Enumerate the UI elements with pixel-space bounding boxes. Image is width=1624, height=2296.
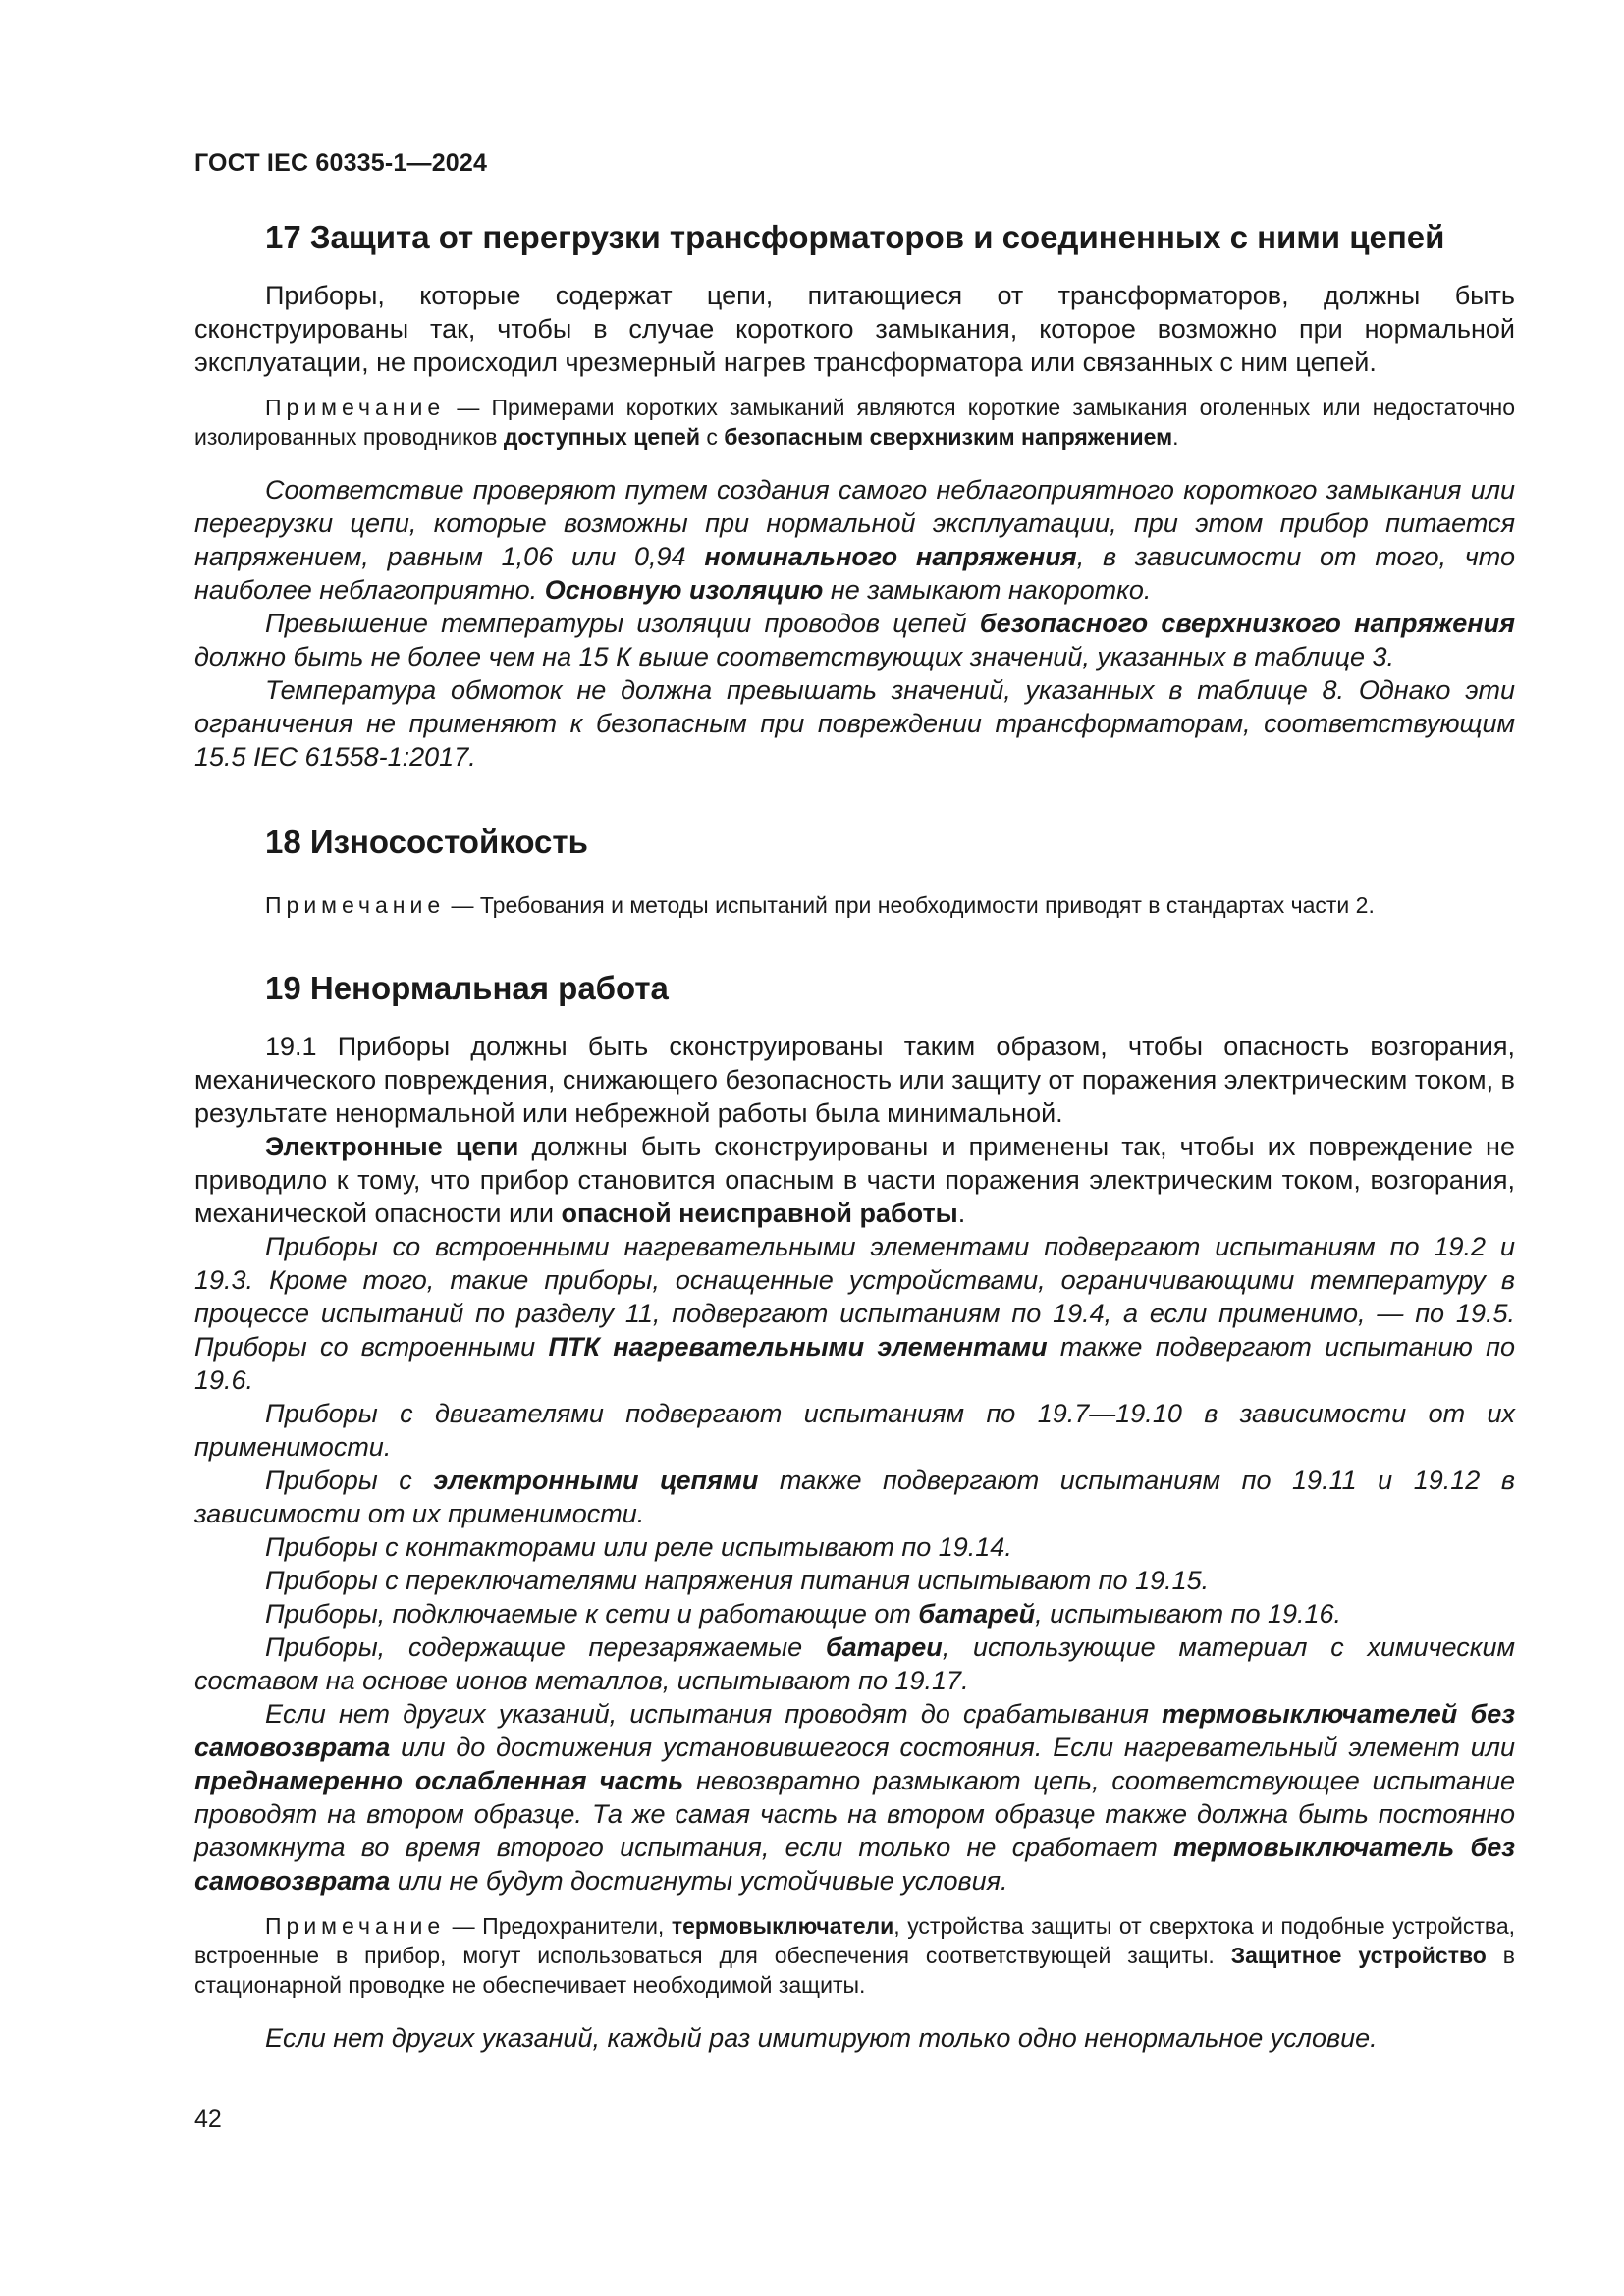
- section-19-compliance-7: Приборы, содержащие перезаряжаемые батареи, использующие материал с химическим составом на основе ионов металлов, испытывают по 19.17.: [194, 1631, 1515, 1695]
- term-bold: батареи: [825, 1631, 943, 1662]
- section-18-title: 18 Износостойкость: [265, 823, 588, 860]
- section-19-compliance-6: Приборы, подключаемые к сети и работающие от батарей, испытывают по 19.16.: [265, 1598, 1342, 1629]
- term-bold: безопасным сверхнизким напряжением: [724, 423, 1173, 450]
- note-label: Примечание: [265, 394, 446, 420]
- section-17-title: 17 Защита от перегрузки трансформаторов и соединенных с ними цепей: [265, 219, 1445, 255]
- term-bold: термовыключатель без самовозврата: [194, 1832, 1515, 1896]
- section-19-compliance-8: Если нет других указаний, испытания проводят до срабатывания термовыключателей без самовозврата или до достижения установившегося состояния. Если нагревательный элемент или преднамеренно ослабленная часть невозвратно размыкают цепь, соответствующее испытание проводят на втором образце. Та же самая часть на втором образце также должна быть постоянно разомкнута во время второго испытания, если только не сработает термовыключатель без самовозврата или не будут достигнуты устойчивые условия.: [194, 1698, 1515, 1896]
- note-label: Примечание: [265, 1912, 446, 1939]
- term-bold: Защитное устройство: [1230, 1942, 1487, 1968]
- clause-19-1-electronic: Электронные цепи должны быть сконструированы и применены так, чтобы их повреждение не приводило к тому, что прибор становится опасным в части поражения электрическим током, возгорания, механической опасности или опасной неисправной работы.: [194, 1131, 1515, 1228]
- term-bold: термовыключателей без самовозврата: [194, 1698, 1515, 1762]
- section-19-note: Примечание — Предохранители, термовыключатели, устройства защиты от сверхтока и подобные устройства, встроенные в прибор, могут использоваться для обеспечения соответствующей защиты. Защитное устройство в стационарной проводке не обеспечивает необходимой защиты.: [194, 1912, 1516, 1998]
- term-bold: термовыключатели: [671, 1912, 894, 1939]
- term-bold: преднамеренно ослабленная часть: [194, 1765, 684, 1795]
- section-19-compliance-2: Приборы с двигателями подвергают испытаниям по 19.7—19.10 в зависимости от их применимости.: [194, 1398, 1515, 1462]
- term-bold: номинального напряжения: [704, 541, 1077, 571]
- term-bold: Основную изоляцию: [544, 574, 824, 605]
- note-label: Примечание: [265, 892, 446, 919]
- clause-19-1: 19.1 Приборы должны быть сконструированы таким образом, чтобы опасность возгорания, механического повреждения, снижающего безопасность или защиту от поражения электрическим током, в результате ненормальной или небрежной работы была минимальной.: [194, 1031, 1515, 1128]
- term-bold: безопасного сверхнизкого напряжения: [979, 608, 1515, 638]
- document-header: ГОСТ IEC 60335-1—2024: [194, 149, 488, 177]
- term-bold: ПТК нагревательными элементами: [548, 1331, 1048, 1362]
- term-bold: Электронные цепи: [265, 1131, 519, 1161]
- section-19-title: 19 Ненормальная работа: [265, 970, 669, 1007]
- page-content: [194, 218, 1515, 2055]
- term-bold: опасной неисправной работы: [561, 1198, 958, 1228]
- section-19-compliance-9: Если нет других указаний, каждый раз имитируют только одно ненормальное условие.: [265, 2022, 1378, 2053]
- term-bold: батарей: [918, 1598, 1036, 1629]
- page-number: 42: [194, 2106, 222, 2133]
- term-bold: электронными цепями: [433, 1465, 759, 1495]
- section-17-paragraph: Приборы, которые содержат цепи, питающиеся от трансформаторов, должны быть сконструированы так, чтобы в случае короткого замыкания, которое возможно при нормальной эксплуатации, не происходил чрезмерный нагрев трансформатора или связанных с ним цепей.: [194, 280, 1515, 377]
- section-19-compliance-4: Приборы с контакторами или реле испытывают по 19.14.: [265, 1531, 1012, 1562]
- section-19-compliance-5: Приборы с переключателями напряжения питания испытывают по 19.15.: [265, 1565, 1210, 1595]
- section-17-compliance-2: Превышение температуры изоляции проводов цепей безопасного сверхнизкого напряжения должно быть не более чем на 15 К выше соответствующих значений, указанных в таблице 3.: [194, 608, 1515, 671]
- section-17-note: Примечание — Примерами коротких замыканий являются короткие замыкания оголенных или недостаточно изолированных проводников доступных цепей с безопасным сверхнизким напряжением.: [194, 394, 1515, 450]
- section-19-compliance-1: Приборы со встроенными нагревательными элементами подвергают испытаниям по 19.2 и 19.3. Кроме того, такие приборы, оснащенные устройствами, ограничивающими температуру в процессе испытаний по разделу 11, подвергают испытаниям по 19.4, а если применимо, — по 19.5. Приборы со встроенными ПТК нагревательными элементами также подвергают испытанию по 19.6.: [194, 1231, 1515, 1395]
- section-19-compliance-3: Приборы с электронными цепями также подвергают испытаниям по 19.11 и 19.12 в зависимости от их применимости.: [194, 1465, 1515, 1528]
- section-17-compliance-1: Соответствие проверяют путем создания самого неблагоприятного короткого замыкания или перегрузки цепи, которые возможны при нормальной эксплуатации, при этом прибор питается напряжением, равным 1,06 или 0,94 номинального напряжения, в зависимости от того, что наиболее неблагоприятно. Основную изоляцию не замыкают накоротко.: [194, 474, 1515, 605]
- term-bold: доступных цепей: [503, 423, 700, 450]
- section-18-note: Примечание — Требования и методы испытаний при необходимости приводят в стандартах части 2.: [265, 892, 1375, 919]
- section-17-compliance-3: Температура обмоток не должна превышать значений, указанных в таблице 8. Однако эти ограничения не применяют к безопасным при повреждении трансформаторам, соответствующим 15.5 IEC 61558-1:2017.: [194, 674, 1515, 772]
